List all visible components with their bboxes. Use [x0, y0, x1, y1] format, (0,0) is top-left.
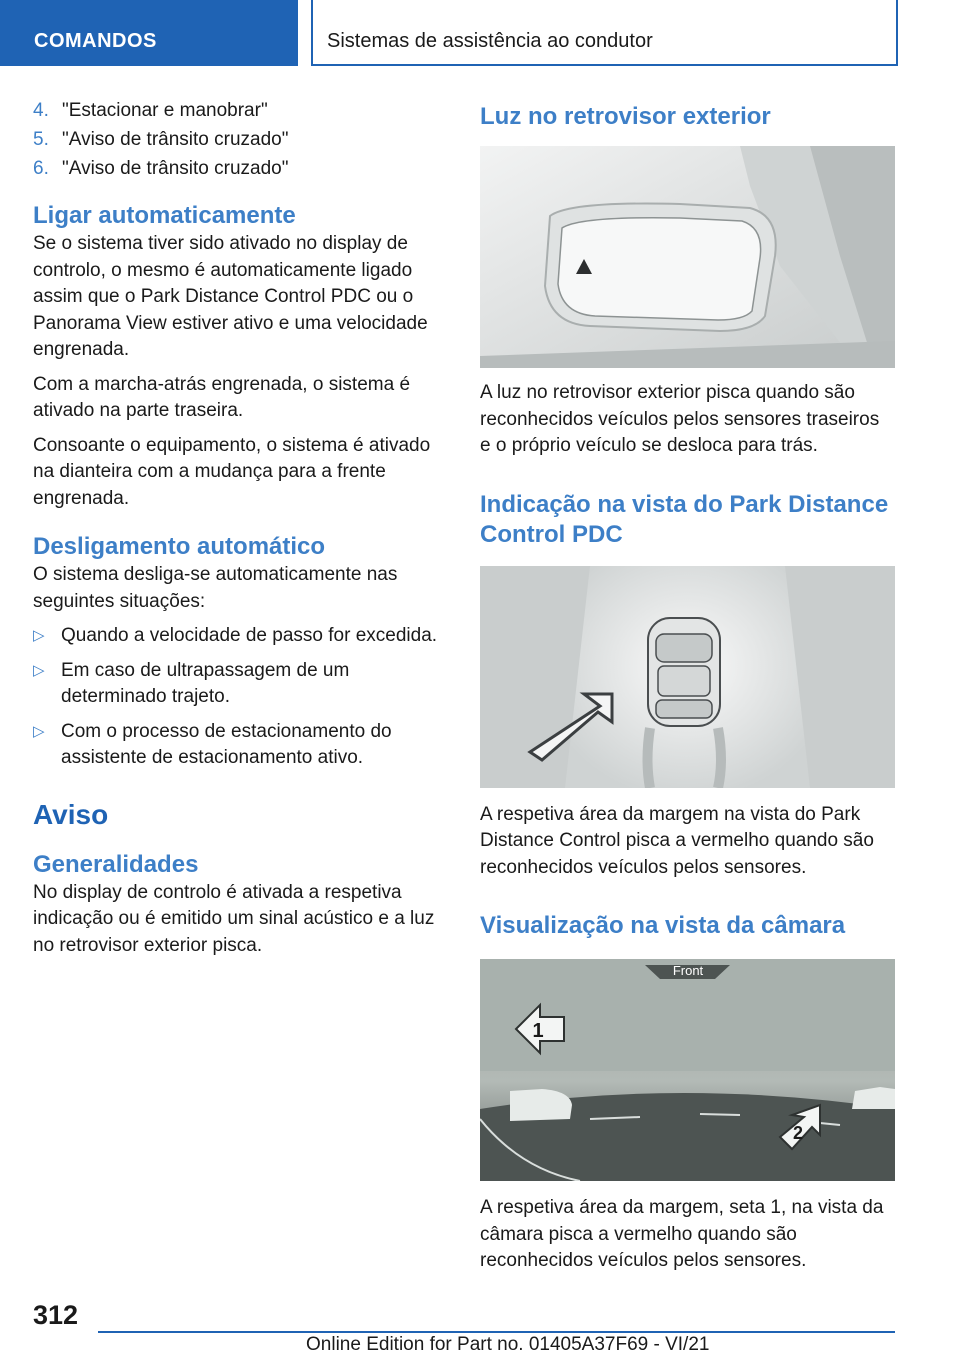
- right-column: [480, 96, 895, 1283]
- bullet-item: [33, 658, 447, 711]
- paragraph: A luz no retrovisor exterior pisca quando são reconhecidos veículos pelos sensores traseiros e o próprio veículo se desloca para trás.: [480, 382, 880, 456]
- bullet-item: [33, 623, 447, 650]
- bullet-text: Em caso de ultrapassagem de um determinado trajeto.: [61, 659, 350, 707]
- list-number: 5.: [33, 129, 49, 150]
- paragraph: Com a marcha-atrás engrenada, o sistema é ativado na parte traseira.: [33, 373, 411, 421]
- heading-ligar: Ligar automaticamente: [33, 202, 296, 229]
- paragraph: O sistema desliga-se automaticamente nas seguintes situações:: [33, 564, 398, 612]
- page-number: 312: [33, 1300, 79, 1330]
- bullet-text: Com o processo de estacionamento do assistente de estacionamento ativo.: [61, 720, 392, 768]
- list-text: "Estacionar e manobrar": [62, 100, 268, 121]
- heading-luz: Luz no retrovisor exterior: [480, 103, 771, 130]
- paragraph: No display de controlo é ativada a respetiva indicação ou é emitido um sinal acústico e a luz no retrovisor exterior pisca.: [33, 881, 435, 956]
- triangle-bullet-icon: ▷: [33, 661, 45, 679]
- chapter-title: Sistemas de assistência ao condutor: [327, 30, 653, 52]
- camera-drawing: [480, 959, 895, 1181]
- paragraph: A respetiva área da margem na vista do Park Distance Control pisca a vermelho quando são reconhecidos veículos pelos sensores.: [480, 803, 874, 878]
- section-tab-label: COMANDOS: [34, 30, 157, 52]
- numbered-list: [33, 96, 447, 183]
- list-number: 4.: [33, 100, 49, 121]
- list-text: "Aviso de trânsito cruzado": [62, 158, 289, 179]
- footer-edition: Online Edition for Part no. 01405A37F69 - VI/21: [306, 1334, 710, 1355]
- heading-generalidades: Generalidades: [33, 850, 199, 878]
- camera-view-illustration: [480, 959, 895, 1181]
- camera-arrow-1-label: 1: [532, 1020, 544, 1042]
- list-number: 6.: [33, 158, 49, 179]
- mirror-illustration: [480, 146, 895, 368]
- mirror-drawing: [480, 146, 895, 368]
- camera-arrow-2-label: 2: [792, 1123, 804, 1143]
- bullet-item: [33, 719, 447, 772]
- camera-front-label: Front: [672, 963, 704, 978]
- list-item: [33, 125, 447, 154]
- chapter-title-box: [311, 0, 898, 66]
- heading-desligamento: Desligamento automático: [33, 533, 326, 560]
- left-column: [33, 96, 447, 967]
- heading-aviso: Aviso: [33, 798, 109, 830]
- triangle-bullet-icon: ▷: [33, 722, 45, 740]
- list-item: [33, 96, 447, 125]
- pdc-view-illustration: [480, 566, 895, 788]
- list-text: "Aviso de trânsito cruzado": [62, 129, 289, 150]
- bullet-text: Quando a velocidade de passo for excedida.: [61, 625, 438, 646]
- paragraph: Consoante o equipamento, o sistema é ativado na dianteira com a mudança para a frente engrenada.: [33, 434, 431, 509]
- paragraph: A respetiva área da margem, seta 1, na vista da câmara pisca a vermelho quando são reconhecidos veículos pelos sensores.: [480, 1197, 884, 1271]
- section-tab: [0, 0, 298, 66]
- triangle-bullet-icon: ▷: [33, 627, 45, 644]
- list-item: [33, 154, 447, 183]
- heading-camara: Visualização na vista da câmara: [480, 912, 846, 939]
- footer-divider: [98, 1331, 895, 1333]
- heading-pdc: Indicação na vista do Park Distance Control PDC: [480, 490, 889, 548]
- paragraph: Se o sistema tiver sido ativado no display de controlo, o mesmo é automaticamente ligado assim que o Park Distance Control PDC ou o Panorama View estiver ativo e uma velocidade engrenada.: [33, 233, 428, 360]
- bullet-list: [33, 623, 447, 772]
- pdc-drawing: [480, 566, 895, 788]
